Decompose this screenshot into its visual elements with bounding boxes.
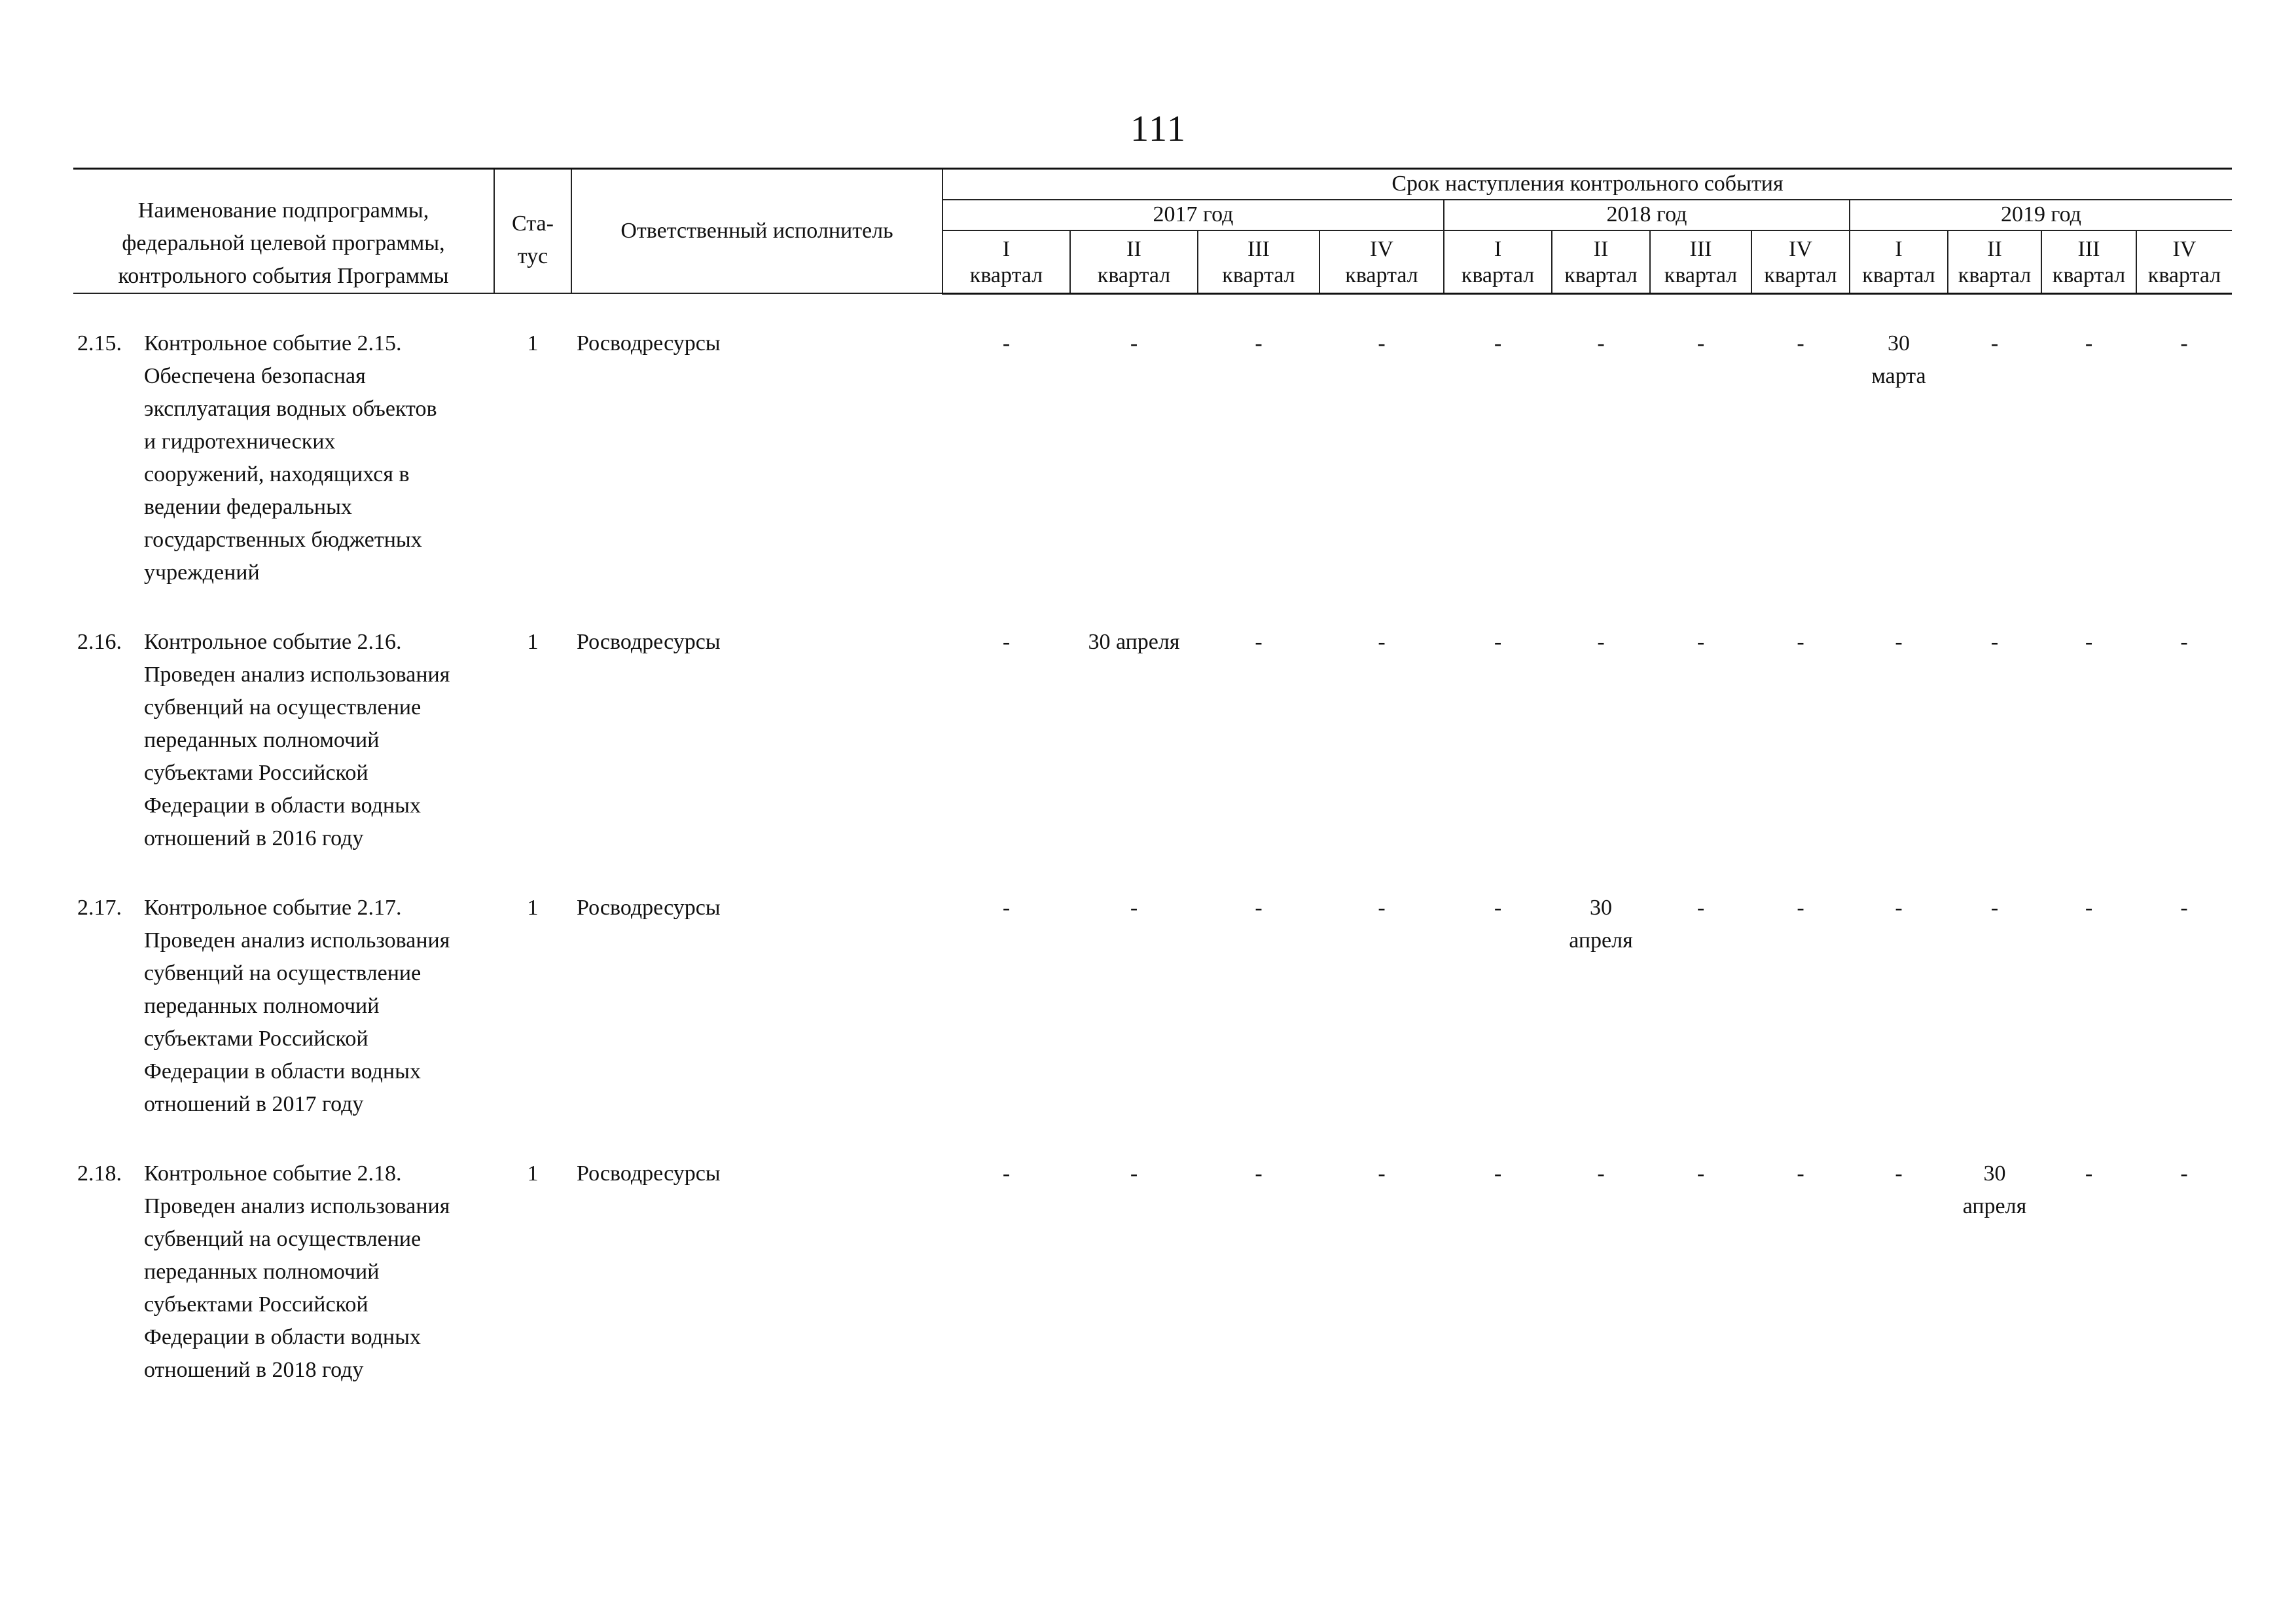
header-quarter-numeral: II <box>1126 236 1141 261</box>
quarter-value-line: - <box>2085 629 2093 654</box>
executor-value: Росводресурсы <box>577 895 721 920</box>
quarter-value-line: 30 апреля <box>1088 629 1180 654</box>
event-name-line: субъектами Российской <box>144 1292 368 1317</box>
quarter-value-line: - <box>1597 629 1605 654</box>
quarter-value <box>1552 327 1650 626</box>
event-name-line: государственных бюджетных <box>144 527 422 552</box>
quarter-value <box>1948 327 2041 626</box>
quarter-value-line: - <box>1255 629 1263 654</box>
quarter-value <box>1198 327 1319 626</box>
header-name-line: федеральной целевой программы, <box>122 231 445 255</box>
header-quarter-cell <box>1070 230 1198 293</box>
quarter-value-line: - <box>1130 895 1138 920</box>
header-quarter-cell <box>1319 230 1444 293</box>
header-quarter-cell <box>2041 230 2136 293</box>
header-quarter-word: квартал <box>2052 263 2126 287</box>
quarter-value <box>1751 626 1850 892</box>
quarter-value-line: 30 <box>1983 1161 2006 1186</box>
header-quarter-word: квартал <box>1222 263 1295 287</box>
quarter-value-line: - <box>1696 331 1705 356</box>
header-quarter-word: квартал <box>1664 263 1738 287</box>
quarter-value <box>2136 1158 2232 1423</box>
header-year-2018: 2018 год <box>1444 200 1850 230</box>
quarter-value-line: - <box>1895 1161 1903 1186</box>
quarter-value <box>942 327 1070 626</box>
quarter-value-line: - <box>1002 331 1011 356</box>
page-number: 111 <box>1130 109 1187 149</box>
quarter-value <box>1198 892 1319 1158</box>
quarter-value <box>1319 1158 1444 1423</box>
event-name-line: Контрольное событие 2.17. <box>144 895 402 920</box>
header-quarter-word: квартал <box>2147 263 2221 287</box>
quarter-value <box>942 892 1070 1158</box>
executor-value: Росводресурсы <box>577 629 721 654</box>
quarter-value-line: - <box>1797 895 1804 920</box>
event-name-line: учреждений <box>144 560 260 585</box>
quarter-value-line: - <box>1696 895 1705 920</box>
quarter-value-line: апреля <box>1569 928 1633 953</box>
header-quarter-numeral: III <box>1689 236 1712 261</box>
quarter-value <box>1319 892 1444 1158</box>
event-name-line: отношений в 2018 году <box>144 1357 364 1382</box>
table-row <box>73 626 2232 892</box>
control-events-sheet <box>73 168 2232 1423</box>
quarter-value-line: - <box>1255 1161 1263 1186</box>
quarter-value-line: - <box>1494 331 1502 356</box>
quarter-value <box>1319 327 1444 626</box>
header-quarter-cell <box>942 230 1070 293</box>
header-quarter-word: квартал <box>1958 263 2032 287</box>
status-value: 1 <box>527 629 539 654</box>
quarter-value <box>2041 892 2136 1158</box>
header-quarter-cell <box>1650 230 1751 293</box>
quarter-value <box>1070 327 1198 626</box>
event-name-line: переданных полномочий <box>144 727 380 752</box>
executor-value: Росводресурсы <box>577 1161 721 1186</box>
event-name-line: ведении федеральных <box>144 494 352 519</box>
quarter-value <box>1948 892 2041 1158</box>
quarter-value-line: - <box>2085 331 2093 356</box>
header-quarter-cell <box>2136 230 2232 293</box>
quarter-value-line: - <box>1597 1161 1605 1186</box>
quarter-value <box>1948 626 2041 892</box>
header-quarter-word: квартал <box>1564 263 1638 287</box>
header-quarter-cell <box>1198 230 1319 293</box>
event-name-line: Проведен анализ использования <box>144 928 450 953</box>
quarter-value-line: - <box>1002 629 1011 654</box>
status-value: 1 <box>527 331 539 356</box>
quarter-value-line: - <box>1494 895 1502 920</box>
table-row <box>73 327 2232 626</box>
quarter-value <box>2041 626 2136 892</box>
quarter-value <box>1444 327 1552 626</box>
quarter-value-line: - <box>1130 331 1138 356</box>
status-value: 1 <box>527 895 539 920</box>
header-quarter-numeral: III <box>1247 236 1270 261</box>
quarter-value <box>1751 327 1850 626</box>
quarter-value-line: - <box>1797 331 1804 356</box>
quarter-value-line: - <box>1378 895 1386 920</box>
header-status-line: тус <box>517 244 548 268</box>
quarter-value-line: - <box>1797 1161 1804 1186</box>
table-header <box>73 168 2232 295</box>
event-name <box>144 327 494 626</box>
quarter-value <box>1444 626 1552 892</box>
status-value: 1 <box>527 1161 539 1186</box>
header-name-line: контрольного события Программы <box>118 264 449 288</box>
quarter-value-line: - <box>1990 895 1999 920</box>
header-quarter-word: квартал <box>1862 263 1935 287</box>
quarter-value-line: - <box>1797 629 1804 654</box>
quarter-value <box>1552 892 1650 1158</box>
quarter-value-line: - <box>2085 1161 2093 1186</box>
event-name-line: отношений в 2017 году <box>144 1091 364 1116</box>
quarter-value <box>2041 327 2136 626</box>
quarter-value-line: - <box>1002 1161 1011 1186</box>
event-name-line: сооружений, находящихся в <box>144 462 410 486</box>
header-status-column <box>494 169 571 294</box>
quarter-value <box>1070 1158 1198 1423</box>
quarter-value-line: - <box>1378 331 1386 356</box>
header-quarter-numeral: II <box>1593 236 1609 261</box>
event-name-line: Обеспечена безопасная <box>144 363 366 388</box>
quarter-value-line: - <box>1895 895 1903 920</box>
header-name-column <box>73 169 494 294</box>
quarter-value-line: - <box>1255 895 1263 920</box>
event-name-line: субвенций на осуществление <box>144 1226 422 1251</box>
event-name <box>144 626 494 892</box>
event-name-line: Контрольное событие 2.16. <box>144 629 402 654</box>
quarter-value <box>1650 626 1751 892</box>
quarter-value <box>942 1158 1070 1423</box>
quarter-value <box>1650 1158 1751 1423</box>
quarter-value <box>2041 1158 2136 1423</box>
event-name-line: субвенций на осуществление <box>144 695 422 720</box>
quarter-value <box>1198 1158 1319 1423</box>
header-quarter-numeral: IV <box>2172 236 2197 261</box>
header-quarter-numeral: II <box>1987 236 2002 261</box>
quarter-value-line: - <box>1130 1161 1138 1186</box>
quarter-value-line: - <box>1696 1161 1705 1186</box>
event-name-line: переданных полномочий <box>144 993 380 1018</box>
event-name <box>144 892 494 1158</box>
quarter-value-line: - <box>1990 629 1999 654</box>
event-name-line: Контрольное событие 2.15. <box>144 331 402 356</box>
quarter-value-line: - <box>1378 1161 1386 1186</box>
quarter-value-line: - <box>1696 629 1705 654</box>
header-quarter-word: квартал <box>1345 263 1418 287</box>
quarter-value <box>1850 1158 1948 1423</box>
header-quarter-cell <box>1444 230 1552 293</box>
quarter-value <box>1552 1158 1650 1423</box>
quarter-value <box>1444 1158 1552 1423</box>
event-name <box>144 1158 494 1423</box>
quarter-value <box>2136 327 2232 626</box>
quarter-value <box>942 626 1070 892</box>
event-name-line: эксплуатация водных объектов <box>144 396 437 421</box>
control-events-table <box>73 327 2232 1423</box>
header-quarter-word: квартал <box>1461 263 1535 287</box>
event-name-line: и гидротехнических <box>144 429 336 454</box>
quarter-value <box>1319 626 1444 892</box>
header-name-line: Наименование подпрограммы, <box>137 198 429 223</box>
quarter-value <box>1850 626 1948 892</box>
table-row <box>73 892 2232 1158</box>
header-quarter-numeral: IV <box>1370 236 1393 261</box>
header-quarter-numeral: I <box>1895 236 1903 261</box>
header-quarter-cell <box>1948 230 2041 293</box>
header-status-line: Ста- <box>512 211 554 236</box>
quarter-value <box>1850 327 1948 626</box>
quarter-value-line: 30 <box>1590 895 1612 920</box>
header-quarter-cell <box>1850 230 1948 293</box>
quarter-value <box>1850 892 1948 1158</box>
quarter-value <box>1948 1158 2041 1423</box>
quarter-value-line: - <box>1597 331 1605 356</box>
quarter-value-line: апреля <box>1962 1194 2027 1218</box>
quarter-value <box>1650 327 1751 626</box>
quarter-value <box>1070 626 1198 892</box>
quarter-value <box>1650 892 1751 1158</box>
quarter-value <box>1070 892 1198 1158</box>
row-number: 2.16. <box>77 629 122 654</box>
event-name-line: субвенций на осуществление <box>144 960 422 985</box>
event-name-line: Федерации в области водных <box>144 1059 421 1084</box>
header-quarter-word: квартал <box>1097 263 1171 287</box>
row-number: 2.15. <box>77 331 122 356</box>
header-quarter-cell <box>1751 230 1850 293</box>
event-name-line: субъектами Российской <box>144 760 368 785</box>
quarter-value <box>2136 892 2232 1158</box>
quarter-value-line: марта <box>1871 363 1926 388</box>
event-name-line: Проведен анализ использования <box>144 1194 450 1218</box>
quarter-value-line: - <box>1494 1161 1502 1186</box>
quarter-value-line: - <box>2180 895 2188 920</box>
event-name-line: Контрольное событие 2.18. <box>144 1161 402 1186</box>
quarter-value-line: - <box>2180 331 2188 356</box>
quarter-value-line: - <box>1990 331 1999 356</box>
executor-value: Росводресурсы <box>577 331 721 356</box>
quarter-value-line: 30 <box>1888 331 1910 356</box>
event-name-line: Федерации в области водных <box>144 793 421 818</box>
quarter-value-line: - <box>1378 629 1386 654</box>
header-quarter-numeral: IV <box>1789 236 1812 261</box>
quarter-value-line: - <box>1895 629 1903 654</box>
header-quarter-word: квартал <box>969 263 1043 287</box>
event-name-line: субъектами Российской <box>144 1026 368 1051</box>
quarter-value-line: - <box>1494 629 1502 654</box>
event-name-line: Федерации в области водных <box>144 1324 421 1349</box>
header-deadline-title: Срок наступления контрольного события <box>942 169 2232 200</box>
quarter-value-line: - <box>1255 331 1263 356</box>
header-year-2017: 2017 год <box>942 200 1444 230</box>
table-row <box>73 1158 2232 1423</box>
header-quarter-numeral: I <box>1494 236 1502 261</box>
row-number: 2.17. <box>77 895 122 920</box>
quarter-value-line: - <box>2180 629 2188 654</box>
quarter-value-line: - <box>2180 1161 2188 1186</box>
event-name-line: переданных полномочий <box>144 1259 380 1284</box>
quarter-value <box>1198 626 1319 892</box>
header-year-2019: 2019 год <box>1850 200 2232 230</box>
quarter-value <box>1444 892 1552 1158</box>
row-number: 2.18. <box>77 1161 122 1186</box>
event-name-line: отношений в 2016 году <box>144 826 364 850</box>
header-quarter-word: квартал <box>1764 263 1837 287</box>
header-executor-column: Ответственный исполнитель <box>571 169 942 294</box>
quarter-value <box>1552 626 1650 892</box>
header-quarter-numeral: III <box>2077 236 2100 261</box>
header-quarter-cell <box>1552 230 1650 293</box>
quarter-value <box>2136 626 2232 892</box>
header-quarter-numeral: I <box>1002 236 1011 261</box>
quarter-value <box>1751 1158 1850 1423</box>
quarter-value-line: - <box>1002 895 1011 920</box>
quarter-value-line: - <box>2085 895 2093 920</box>
event-name-line: Проведен анализ использования <box>144 662 450 687</box>
quarter-value <box>1751 892 1850 1158</box>
